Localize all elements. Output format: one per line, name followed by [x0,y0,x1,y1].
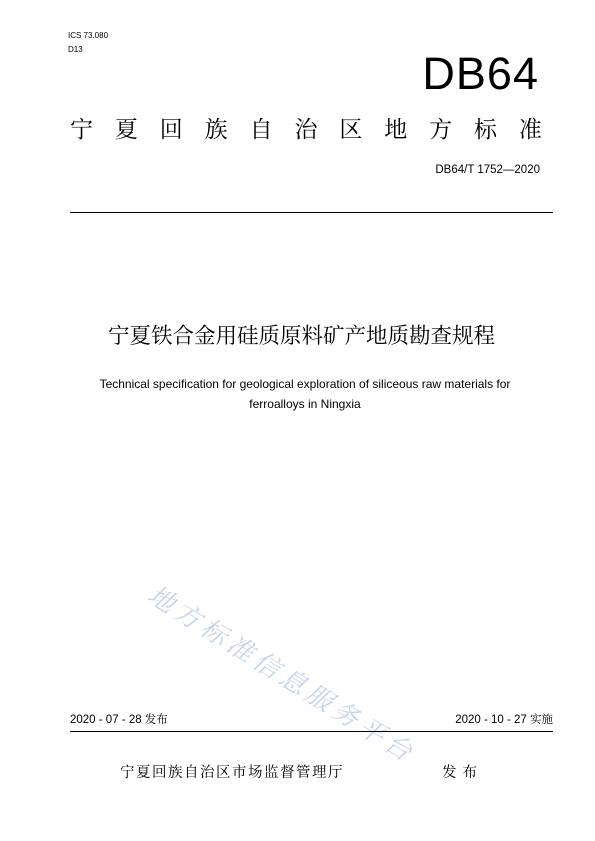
standard-type-char: 族 [204,117,228,143]
ics-code: ICS 73.080 [68,31,109,40]
document-title-english-line1: Technical specification for geological exploration of siliceous raw materials for [99,377,511,391]
document-title-english [40,374,570,414]
footer-divider [70,731,553,732]
header-divider [70,212,553,213]
standard-type [70,116,542,144]
standard-type-char: 地 [384,117,408,143]
standard-type-char: 回 [159,117,183,143]
standard-type-char: 宁 [70,117,93,143]
standard-type-char: 标 [474,117,498,143]
standard-type-char: 自 [249,117,273,143]
standard-type-char: 区 [339,117,363,143]
issuing-action: 发布 [442,765,483,781]
standard-type-char: 准 [518,117,542,143]
standard-type-char: 夏 [114,117,138,143]
issuing-authority: 宁夏回族自治区市场监督管理厅 [120,765,344,781]
issue-date: 2020 - 07 - 28 发布 [70,714,168,726]
document-title-english-line2: ferroalloys in Ningxia [249,397,361,411]
implementation-date: 2020 - 10 - 27 实施 [455,714,553,726]
document-title-chinese: 宁夏铁合金用硅质原料矿产地质勘查规程 [107,324,495,349]
standard-type-char: 治 [294,117,318,143]
standard-type-char: 方 [429,117,453,143]
ccs-code: D13 [68,45,83,54]
watermark: 地方标准信息服务平台 [142,580,421,771]
db-code: DB64 [422,48,539,99]
standard-number: DB64/T 1752—2020 [435,164,540,176]
